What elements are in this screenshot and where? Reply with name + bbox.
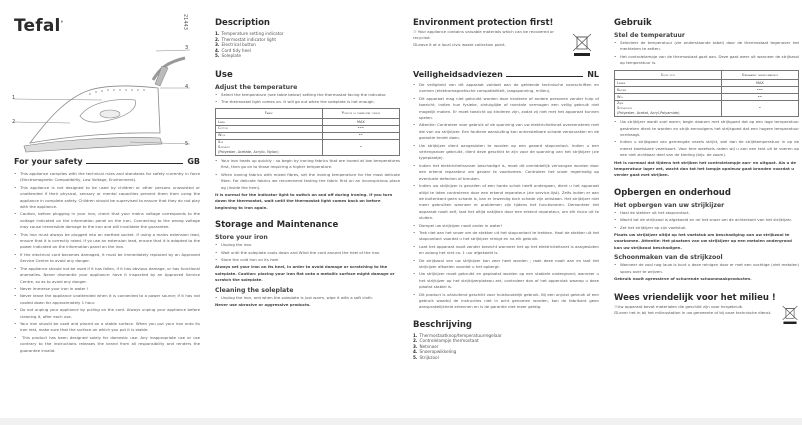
list-item: • Wacht tot de strijkzool is afgekoeld en rol het snoer om de achterkant van het strijkijzer. [614, 217, 799, 223]
use-gb-heading: Use [215, 69, 233, 80]
list-item: • This iron must always be plugged into an earthed socket. If using a mains extension lead, ensure that it is correctly rated. If yo use an extension lead, ensure that it is adapted to the power indicated on the information panel on the iron. [14, 232, 200, 251]
iron-diagram [10, 28, 192, 156]
safety-gb-list [14, 171, 200, 354]
list-item: 5. Soleplate [215, 53, 242, 58]
store-nl-subheading: Het opbergen van uw strijkijzer [614, 201, 725, 209]
list-item: • Indien u strijkgoed van gemengde vezels strijkt, stel dan de strijktemperatuur in op de meest kwetsbare vezelsoort. Voor tere weefsels raden wij u aan een test uit te voeren op een niet zichtbaar deel van de kleding (bijv. de zoom). [614, 139, 799, 158]
list-item: • Uw strijkijzer moet gebruikt en geplaatst worden op een stabiele ondergrond; wanneer u het strijkijzer op het strijkijzerplateau zet, controleer dan of het oppervlak waarop u deze plaatst stabiel is. [413, 271, 599, 290]
list-item: • Indien uw strijkijzer is gevallen of een harde schok heeft ondergaan, dient u het apparaat altijd te laten controleren door een erkend reparateur (zie service-lijst). Zelfs indien er aan de buitenkant geen schade is, kan er inwendig toch schade zijn ontstaan. Het strijkijzer niet meer gebruiken wanneer er problemen zijn tijdens het functioneren. Demonteer het apparaat nooit zelf, laat het altijd nakijken door een erkend reparateur, om elk risico uit te sluiten. [413, 183, 599, 221]
list-item: • Store the cold iron on its heel [215, 257, 400, 263]
use-nl-list [614, 40, 799, 67]
list-item: 4. Cord tidy heel [215, 47, 251, 53]
clean-nl-list [614, 262, 799, 275]
list-item: • Uw strijkijzer dient aangesloten te worden op een geaard stopcontact. Indien u een verlengsnoer gebruikt, dient deze geschikt te zijn voor de spanning van het strijkijzer (zie typeplaatje). [413, 143, 599, 162]
environment-nl-item: ⊡Lever het in bij het milieustation in uw gemeente of bij onze technische dienst. [614, 309, 772, 315]
document-code: 21443 [182, 14, 188, 30]
list-item: • Unplug the iron. [215, 242, 400, 248]
recycle-icon: ♲ [614, 303, 618, 309]
list-item: • Caution, before plugging in your iron, check that your mains voltage corresponds to the voltage indicated on the information panel on the iron. Connecting to the wrong voltage may cause irreversible damage to the iron and will invalidate the guarantee. [14, 211, 200, 230]
environment-gb-block [413, 29, 599, 57]
description-gb-list [215, 31, 400, 59]
safety-nl-heading: Veiligheidsadviezen NL [413, 70, 599, 79]
store-gb-subheading: Store your iron [215, 234, 268, 242]
store-nl-list [614, 210, 799, 231]
storage-gb-heading: Storage and Maintenance [215, 220, 339, 231]
list-item: • Your iron heats up quickly : so begin by ironing fabrics that are ironed at low temperatures first, then go on to those requiring a higher temperature. [215, 158, 400, 171]
clean-gb-subheading: Cleaning the soleplate [215, 286, 294, 294]
list-item: • De veiligheid van dit apparaat voldoet aan de geldende technische voorschriften en normen (elektromagnetische compatibiliteit, laagspanning, milieu). [413, 82, 599, 95]
environment-nl-block [614, 304, 799, 326]
use-gb-subheading: Adjust the temperature [215, 83, 298, 91]
list-item: • Selecteer de temperatuur (zie onderstaande tabel) door de thermostaat tegenover het merkteken te zetten. [614, 40, 799, 53]
callout-2: 2 [12, 119, 16, 125]
use-gb-note: It is normal for the indicator light to switch on and off during ironing. If you turn down the thermostat, wait until the thermostat light comes back on before beginning to iron again. [215, 191, 393, 210]
crossed-bin-icon [781, 304, 799, 326]
list-item: • Wanneer de zool nog lauw is kunt u deze reinigen door er met een vochtige (niet metalen) spons over te wrijven. [614, 262, 799, 275]
use-nl-list-after [614, 119, 799, 158]
list-item: • Never leave the appliance unattended when it is connected to a power source; if it has not cooled down for approximately 1 hour. [14, 293, 200, 306]
table-header: Position of thermostat cursor [322, 109, 399, 119]
list-item: • Haal de stekker uit het stopcontact. [614, 210, 799, 216]
list-item: • This appliance complies with the technical rules and standards for safety currently in force (Electromagnetic Compatibility, Low Voltage, Environment). [14, 171, 200, 184]
col-gb-description-use [215, 18, 400, 308]
list-item: • Uw strijkijzer wordt snel warm; begin daarom met strijkgoed dat op een lage temperatuur gestreken dient te worden en strijk eenvolgens het strijkgoed dat een hogere temperatuur verdraagt. [614, 119, 799, 138]
list-item: • De strijkzool van uw strijkijzer kan zeer heet worden ; raak deze nooit aan en laat het strijkijzer afkoelen voordat u het opbergt. [413, 258, 599, 271]
table-row: Wol •• [615, 94, 799, 101]
use-nl-heading: Gebruik [614, 18, 652, 28]
list-item: • Attentie: Controleer voor gebruik of de spanning van uw elektriciteitsnet overeenstemt met die van uw strijkijzer. Een foutieve aansluiting kan onherstelbare schade veroorzaken en de garantie teniet doen. [413, 122, 599, 141]
table-row: Silk Synthetic (Polyester, Acetate, Acrylic, Nylon) • [216, 139, 400, 155]
use-nl-note: Het is normaal dat tijdens het strijken het controlelampje aan- en uitgaat. Als u de temperatuur lager zet, wacht dan tot het lampje opnieuw gaat branden voordat u verder gaat met strijken. [614, 159, 797, 178]
safety-nl-list [413, 82, 599, 311]
list-item: 3. Electrical button [215, 42, 256, 47]
list-item: 1. Thermostaatknop/temperatuurregelaar [413, 332, 502, 338]
list-item: • This appliance is not designed to be used by children or other persons unassisted or unattended if their physical, sensory or mental capacities prevent them from using the appliance in complete safety. Children should be supervised to ensure that they do not play with the appliance. [14, 185, 200, 211]
clean-gb-list [215, 295, 400, 301]
bullet-icon: ⊡ [614, 309, 618, 315]
table-row: Linnen MAX [615, 80, 799, 87]
table-row: Zijde Synthetisch (Polyester, Acetat, Acryl,Polyamide) • [615, 100, 799, 116]
list-item: • Unplug the iron, and when the soleplate is just warm, wipe it with a soft cloth. [215, 295, 400, 301]
col-env-gb-safety-nl [413, 18, 599, 360]
environment-nl-item: ♲Uw apparaat bevat materialen die geschikt zijn voor hergebruik. [614, 303, 744, 309]
table-row: Wool •• [216, 132, 400, 139]
use-gb-list [215, 92, 400, 106]
description-nl-heading: Beschrijving [413, 319, 473, 330]
fabric-table-nl [614, 70, 799, 118]
list-item: • Wait until the soleplate cools down and Wind the cord around the heel of the iron. [215, 250, 400, 256]
list-item: • Indien het elektriciteitssnoer beschadigd is, moet dit onmiddellijk vervangen worden door een erkend reparateur om gevaar te voorkomen. Controleer het snoer regelmatig op eventuele defecten of breuken. [413, 163, 599, 182]
table-header: Fabric [216, 109, 323, 119]
list-item: • Never immerse your iron in water ! [14, 286, 200, 292]
list-item: • This product has been designed solely for domestic use. Any inappropriate use or use contrary to the instructions releases the brand from all responsibility and renders the guarantee invalid. [14, 335, 200, 354]
clean-nl-subheading: Schoonmaken van de strijkzool [614, 254, 723, 262]
clean-nl-note: Gebruik nooit agressieve of schurende schoonmaakproducten. [614, 276, 752, 282]
table-row: Linen MAX [216, 119, 400, 126]
environment-gb-heading: Environment protection first! [413, 18, 554, 28]
list-item: • Select the temperature (see table below) setting the thermostat facing the indicator. [215, 92, 400, 98]
store-gb-list [215, 242, 400, 263]
table-header: Standaarde thermostaatknop [721, 70, 798, 80]
callout-4: 4 [185, 84, 189, 90]
list-item: 4. Snoeropwikkeling [413, 349, 457, 355]
list-item: • The thermostat light comes on. It will go out when the soleplate is hot enough. [215, 99, 400, 105]
store-nl-note: Plaats uw strijkijzer altijd op het voetstuk om beschadiging aan uw strijkzool te voorkomen. Attentie: Het plaatsen van uw strijkijzer op een metalen ondergrond kan uw strijkzool beschadigen. [614, 232, 792, 250]
clean-gb-note: Never use abrasive or aggressive products. [215, 301, 311, 307]
fabric-table-gb [215, 108, 400, 156]
callout-1: 1 [12, 95, 16, 101]
list-item: 1. Temperature setting indicator [215, 31, 284, 36]
crossed-bin-icon [571, 33, 593, 57]
table-header: Soort stof [615, 70, 722, 80]
callout-5: 5 [185, 141, 189, 147]
list-item: • When ironing fabrics with mixed fibres, set the ironing temperature for the most delicate fibre. For delicate fabrics we recommend testing the fabric first on an inconspicious place eg (inside the hem). [215, 172, 400, 191]
brand-logo: Tefal° [14, 16, 64, 36]
recycle-icon: ♲ [413, 29, 418, 34]
page-bottom-margin [0, 418, 802, 425]
list-item: • Dit apparaat mag niet gebruikt worden door kinderen of andere personen zonder hulp of toezicht, indien hun fysieke, zintuiglijke of mentale vermogen een veilig gebruik niet mogelijk maken. Er moet toezicht op kinderen zijn, zodat zij niet met het apparaat kunnen spelen. [413, 96, 599, 122]
list-item: • Dompel uw strijkijzer nooit onder in water! [413, 223, 599, 229]
list-item: • If the electrical cord becomes damaged, it must be immediately replaced by an Approved Service Centre to avoid any danger. [14, 252, 200, 265]
table-row: Cotton ••• [216, 125, 400, 132]
use-nl-subheading: Stel de temperatuur [614, 32, 685, 39]
safety-gb-heading: For your safety GB [14, 157, 200, 166]
list-item: • Het controlelampje van de thermostaat gaat aan. Deze gaat weer uit wanneer de strijkzool op temperatuur is. [614, 54, 799, 67]
store-gb-note: Always set your iron on its heel, in order to avoid damage or scratching to the soleplate. Caution: placing your iron flat onto a metallic surface might damage or scratch the soleplate. [215, 264, 395, 283]
environment-gb-item: ⊡Leave it at a local civic waste collection point. [413, 41, 506, 47]
callout-3: 3 [185, 45, 189, 51]
environment-nl-heading: Wees vriendelijk voor het milieu ! [614, 292, 776, 303]
safety-gb-section [14, 157, 200, 355]
list-item: • Trek niet aan het snoer om de stekker uit het stopcontact te trekken. Haal de stekker uit het stopcontact voordat u het strijkijzer reinigt en na elk gebruik. [413, 230, 599, 243]
list-item: • Do not unplug your appliance by pulling on the cord. Always unplug your appliance before cleaning it, after each use. [14, 307, 200, 320]
list-item: 2. Controlelampje thermostaat [413, 338, 479, 344]
list-item: 5. Strijkzool [413, 354, 439, 360]
description-nl-list [413, 333, 599, 361]
list-item: • The appliance should not be used if it has fallen, if it has obvious damage, or has functional anomalies. Never dismantle your appliance: have it inspected by an Approved Service Centre, so as to avoid any danger. [14, 266, 200, 285]
list-item: • Dit product is uitsluitend geschikt voor huishoudelijk gebruik. Bij een onjuist gebruik of een gebruik waarbij de instructies niet in acht genomen worden, kan de fabrikant geen aansprakelijkheid erkennen en is de garantie niet meer geldig. [413, 292, 599, 311]
list-item: 2. Thermostat indicator light [215, 36, 277, 42]
col-nl-use-storage [614, 18, 799, 326]
storage-nl-heading: Opbergen en onderhoud [614, 187, 731, 198]
list-item: • Zet het strijkijzer op zijn voetstuk. [614, 225, 799, 231]
list-item: 3. Netsnoer [413, 343, 439, 349]
use-gb-list-after [215, 158, 400, 191]
table-row: Katoen ••• [615, 87, 799, 94]
description-gb-heading: Description [215, 18, 270, 28]
list-item: • Your iron should be used and placed on a stable surface. When you put your iron onto its iron rest, make sure that the surface on which you put it is stable. [14, 321, 200, 334]
environment-gb-item: ♲ Your appliance contains valuable materials which can be recovered or recycled. [413, 29, 554, 41]
bullet-icon: ⊡ [413, 41, 417, 47]
list-item: • Laat het apparaat nooit zonder toezicht wanneer het op het elektriciteitsnet is aangesloten en zolang het niet ca. 1 uur afgekoeld is. [413, 244, 599, 257]
